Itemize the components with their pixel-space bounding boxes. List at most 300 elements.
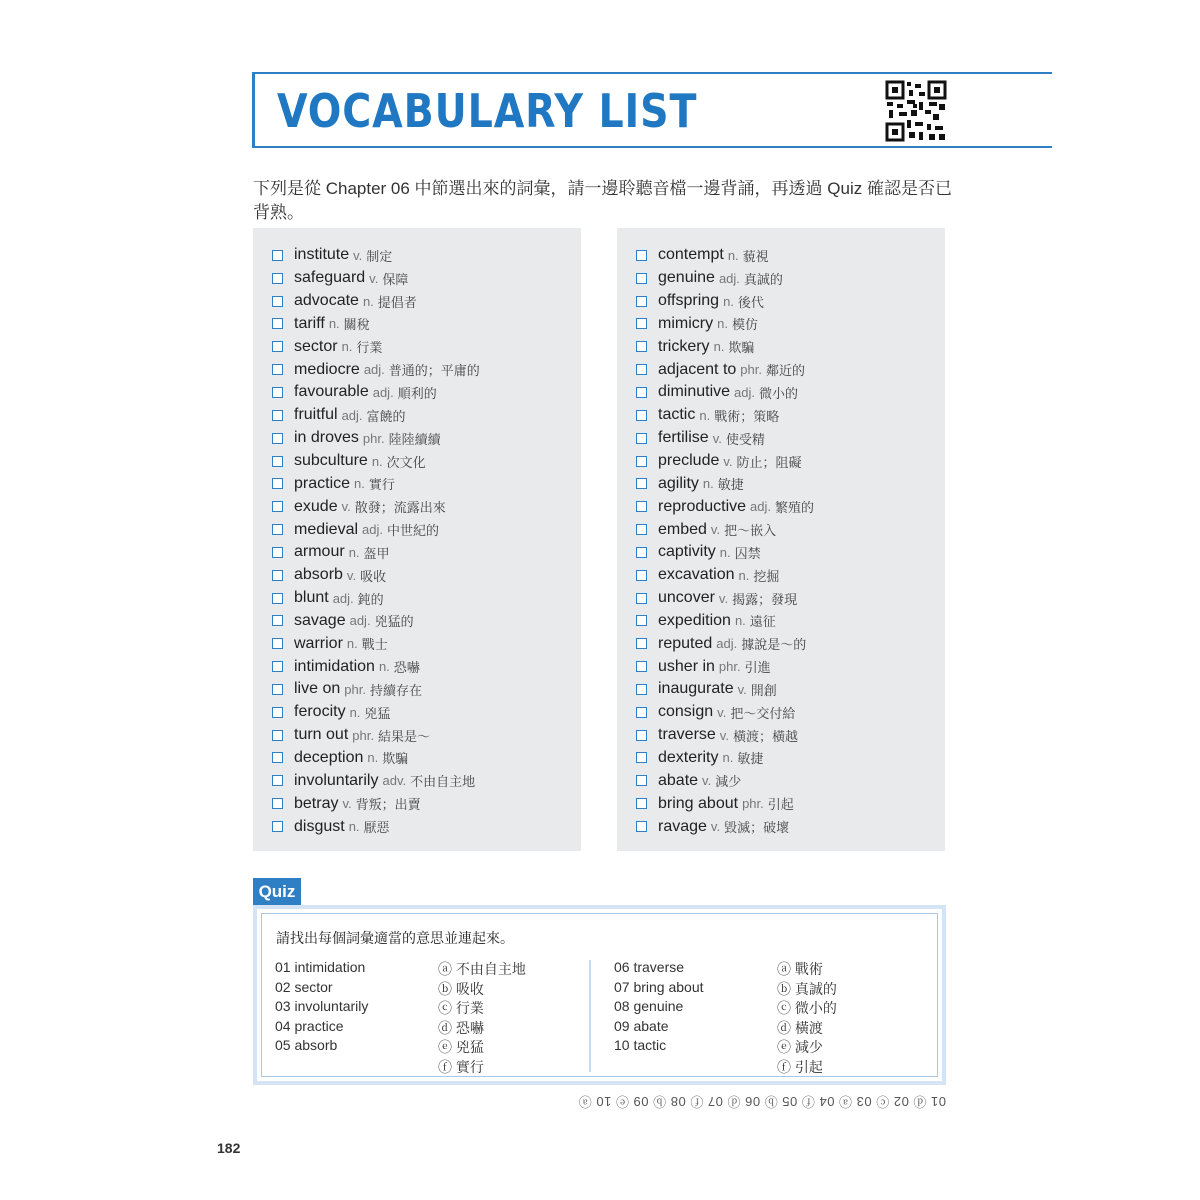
vocab-meaning: 真誠的 — [743, 271, 783, 287]
vocab-word: intimidation — [294, 657, 375, 675]
quiz-word: 02 sector — [275, 978, 333, 995]
vocab-item — [636, 769, 814, 792]
vocab-word: tariff — [294, 314, 325, 332]
quiz-box — [253, 905, 946, 1085]
vocab-word: captivity — [658, 543, 716, 561]
vocab-word: sector — [294, 337, 338, 355]
vocab-pos: v. — [737, 681, 747, 697]
checkbox-icon[interactable] — [272, 273, 283, 284]
vocab-meaning: 微小的 — [759, 385, 799, 401]
vocab-pos: phr. — [718, 659, 741, 675]
quiz-word: 09 abate — [614, 1017, 669, 1034]
vocab-pos: n. — [727, 247, 739, 263]
vocab-word: savage — [294, 611, 346, 629]
vocab-item — [272, 290, 480, 313]
checkbox-icon[interactable] — [636, 410, 647, 421]
vocab-item — [272, 313, 480, 336]
checkbox-icon[interactable] — [636, 638, 647, 649]
vocab-item — [272, 335, 480, 358]
quiz-right-options — [777, 959, 837, 1077]
checkbox-icon[interactable] — [272, 752, 283, 763]
vocab-pos: adj. — [363, 362, 385, 378]
vocab-meaning: 繁殖的 — [775, 500, 815, 516]
vocab-word: expedition — [658, 611, 731, 629]
checkbox-icon[interactable] — [272, 547, 283, 558]
checkbox-icon[interactable] — [272, 615, 283, 626]
vocab-meaning: 毀滅；破壞 — [724, 820, 790, 836]
quiz-right-words — [614, 959, 704, 1057]
checkbox-icon[interactable] — [272, 593, 283, 604]
checkbox-icon[interactable] — [636, 821, 647, 832]
vocab-item — [636, 632, 814, 655]
vocab-pos: n. — [341, 339, 353, 355]
vocab-item — [636, 747, 814, 770]
vocab-item — [272, 381, 480, 404]
vocab-word: turn out — [294, 726, 349, 744]
vocab-word: adjacent to — [658, 360, 737, 378]
checkbox-icon[interactable] — [636, 661, 647, 672]
quiz-option: ⓑ 真誠的 — [777, 980, 837, 997]
checkbox-icon[interactable] — [636, 615, 647, 626]
vocab-word: betray — [294, 794, 339, 812]
vocab-item — [272, 472, 480, 495]
checkbox-icon[interactable] — [636, 593, 647, 604]
vocab-meaning: 保障 — [382, 271, 409, 287]
vocab-pos: n. — [717, 316, 728, 332]
vocab-meaning: 把～嵌入 — [724, 523, 777, 539]
vocab-meaning: 厭惡 — [363, 820, 390, 836]
checkbox-icon[interactable] — [636, 775, 647, 786]
checkbox-icon[interactable] — [272, 684, 283, 695]
vocab-meaning: 關稅 — [343, 317, 370, 333]
vocab-pos: adj. — [750, 499, 772, 515]
vocab-pos: n. — [699, 407, 711, 423]
vocab-pos: n. — [367, 750, 379, 766]
vocab-item — [636, 427, 814, 450]
checkbox-icon[interactable] — [272, 387, 283, 398]
vocab-meaning: 背叛；出賣 — [355, 797, 421, 813]
vocab-item — [636, 701, 814, 724]
vocab-pos: n. — [348, 544, 360, 560]
checkbox-icon[interactable] — [272, 456, 283, 467]
answer-key: 01 ⓓ 02 ⓒ 03 ⓐ 04 ⓕ 05 ⓑ 06 ⓓ 07 ⓕ 08 ⓑ 09 ⓔ 10 ⓐ — [578, 1094, 946, 1109]
vocab-pos: v. — [718, 590, 729, 606]
vocab-item — [636, 267, 814, 290]
vocab-item — [272, 244, 480, 267]
checkbox-icon[interactable] — [272, 318, 283, 329]
vocab-item — [272, 610, 480, 633]
quiz-word: 10 tactic — [614, 1037, 667, 1054]
vocab-meaning: 順利的 — [397, 385, 437, 401]
checkbox-icon[interactable] — [272, 730, 283, 741]
vocab-word: reproductive — [658, 497, 747, 515]
vocab-item — [636, 290, 814, 313]
vocab-pos: v. — [712, 430, 722, 446]
checkbox-icon[interactable] — [636, 296, 647, 307]
vocab-meaning: 遠征 — [749, 614, 776, 630]
vocab-item — [272, 701, 480, 724]
vocab-pos: v. — [369, 270, 379, 286]
vocab-word: armour — [294, 543, 345, 561]
vocab-meaning: 防止；阻礙 — [736, 454, 802, 470]
vocab-pos: v. — [723, 453, 733, 469]
vocab-item — [636, 404, 814, 427]
vocab-word: uncover — [658, 589, 715, 607]
vocab-item — [272, 541, 480, 564]
vocab-item — [636, 358, 814, 381]
checkbox-icon[interactable] — [636, 798, 647, 809]
vocab-item — [636, 610, 814, 633]
vocab-pos: phr. — [740, 362, 762, 378]
quiz-option: ⓓ 橫渡 — [777, 1019, 823, 1036]
checkbox-icon[interactable] — [636, 752, 647, 763]
vocab-word: warrior — [294, 634, 343, 652]
quiz-option: ⓔ 兇猛 — [438, 1039, 484, 1056]
checkbox-icon[interactable] — [272, 478, 283, 489]
quiz-instruction: 請找出每個詞彙適當的意思並連起來。 — [276, 930, 514, 946]
vocab-pos: v. — [341, 499, 351, 515]
vocab-meaning: 盔甲 — [363, 545, 390, 561]
vocab-pos: v. — [710, 819, 721, 835]
checkbox-icon[interactable] — [272, 364, 283, 375]
quiz-option: ⓕ 引起 — [777, 1058, 823, 1075]
vocab-pos: adj. — [718, 270, 740, 286]
vocab-word: mediocre — [294, 360, 360, 378]
quiz-inner — [261, 913, 938, 1077]
vocab-word: trickery — [658, 337, 710, 355]
vocab-word: usher in — [658, 657, 715, 675]
vocab-item — [272, 358, 480, 381]
checkbox-icon[interactable] — [636, 273, 647, 284]
vocab-pos: v. — [702, 773, 712, 789]
vocab-word: medieval — [294, 520, 359, 538]
vocab-word: favourable — [294, 383, 369, 401]
vocab-meaning: 實行 — [368, 477, 395, 493]
vocab-pos: n. — [354, 476, 365, 492]
page-number: 182 — [217, 1140, 241, 1156]
vocab-pos: n. — [348, 819, 360, 835]
quiz-word: 03 involuntarily — [275, 998, 369, 1015]
vocab-item — [272, 564, 480, 587]
vocab-item — [272, 815, 480, 838]
vocab-word: consign — [658, 703, 714, 721]
vocab-meaning: 普通的；平庸的 — [388, 363, 480, 379]
vocab-pos: n. — [713, 339, 725, 355]
vocab-meaning: 據說是～的 — [741, 637, 807, 653]
vocab-pos: n. — [328, 316, 340, 332]
vocab-item — [272, 267, 480, 290]
vocab-pos: adj. — [362, 522, 383, 538]
quiz-option: ⓓ 恐嚇 — [438, 1019, 484, 1036]
vocab-meaning: 陸陸續續 — [388, 431, 441, 447]
vocab-meaning: 恐嚇 — [393, 660, 420, 676]
vocab-pos: n. — [738, 567, 750, 583]
vocab-meaning: 橫渡；橫越 — [732, 728, 798, 744]
checkbox-icon[interactable] — [272, 638, 283, 649]
vocab-item — [636, 472, 814, 495]
quiz-word: 01 intimidation — [275, 959, 366, 975]
page-title: VOCABULARY LIST — [277, 84, 698, 138]
vocab-meaning: 兇猛 — [364, 705, 391, 721]
vocab-meaning: 鈍的 — [357, 591, 384, 607]
checkbox-icon[interactable] — [636, 456, 647, 467]
quiz-left-words — [275, 959, 368, 1057]
quiz-option: ⓒ 行業 — [438, 1000, 484, 1017]
vocab-word: embed — [658, 520, 707, 538]
vocab-meaning: 開創 — [750, 682, 777, 698]
vocab-pos: n. — [722, 750, 734, 766]
vocab-pos: adj. — [734, 384, 755, 400]
vocab-word: tactic — [658, 406, 696, 424]
checkbox-icon[interactable] — [272, 250, 283, 261]
vocab-meaning: 吸收 — [360, 568, 387, 584]
vocab-word: traverse — [658, 726, 716, 744]
vocab-item — [636, 541, 814, 564]
vocab-pos: v. — [353, 247, 363, 263]
vocab-item — [636, 815, 814, 838]
vocab-meaning: 鄰近的 — [765, 363, 805, 379]
vocab-word: fruitful — [294, 406, 338, 424]
vocab-meaning: 行業 — [356, 340, 383, 356]
quiz-option: ⓑ 吸收 — [438, 980, 484, 997]
vocab-meaning: 制定 — [366, 248, 393, 264]
vocab-item — [272, 587, 480, 610]
quiz-word: 04 practice — [275, 1017, 344, 1034]
vocab-pos: n. — [362, 293, 374, 309]
vocab-meaning: 挖掘 — [753, 568, 780, 584]
quiz-word: 05 absorb — [275, 1037, 338, 1054]
vocab-meaning: 後代 — [737, 294, 764, 310]
vocab-item — [272, 769, 480, 792]
vocab-pos: n. — [723, 293, 734, 309]
checkbox-icon[interactable] — [272, 661, 283, 672]
vocab-pos: n. — [734, 613, 746, 629]
vocab-word: offspring — [658, 292, 720, 310]
vocab-item — [272, 632, 480, 655]
vocab-pos: n. — [702, 476, 714, 492]
vocab-word: live on — [294, 680, 341, 698]
vocab-pos: n. — [349, 704, 361, 720]
vocab-pos: adj. — [372, 384, 394, 400]
checkbox-icon[interactable] — [272, 707, 283, 718]
vocab-pos: v. — [710, 522, 721, 538]
vocab-word: exude — [294, 497, 338, 515]
vocab-word: institute — [294, 246, 350, 264]
quiz-option: ⓕ 實行 — [438, 1058, 484, 1075]
checkbox-icon[interactable] — [272, 296, 283, 307]
quiz-option: ⓐ 戰術 — [777, 961, 823, 977]
vocab-meaning: 使受精 — [725, 431, 765, 447]
vocab-meaning: 散發；流露出來 — [354, 500, 446, 516]
vocab-meaning: 中世紀的 — [387, 523, 440, 539]
vocab-pos: adj. — [349, 613, 371, 629]
vocab-item — [272, 678, 480, 701]
vocab-word: mimicry — [658, 314, 714, 332]
vocab-item — [636, 724, 814, 747]
checkbox-icon[interactable] — [636, 341, 647, 352]
quiz-divider — [589, 960, 591, 1072]
vocab-meaning: 欺騙 — [382, 751, 409, 767]
vocab-item — [636, 335, 814, 358]
vocab-pos: phr. — [362, 430, 385, 446]
vocab-word: safeguard — [294, 269, 366, 287]
checkbox-icon[interactable] — [636, 478, 647, 489]
vocab-meaning: 引進 — [744, 660, 771, 676]
vocab-pos: adj. — [332, 590, 354, 606]
quiz-tab: Quiz — [253, 878, 301, 906]
checkbox-icon[interactable] — [636, 387, 647, 398]
checkbox-icon[interactable] — [636, 707, 647, 718]
quiz-word: 06 traverse — [614, 959, 685, 975]
vocab-pos: n. — [346, 636, 358, 652]
vocab-item — [636, 495, 814, 518]
vocab-meaning: 戰術；策略 — [714, 408, 780, 424]
vocab-item — [272, 404, 480, 427]
vocab-meaning: 不由自主地 — [410, 774, 476, 790]
vocab-pos: adj. — [341, 407, 363, 423]
checkbox-icon[interactable] — [636, 570, 647, 581]
vocab-word: fertilise — [658, 429, 709, 447]
vocab-pos: v. — [346, 567, 357, 583]
vocab-meaning: 富饒的 — [366, 408, 406, 424]
vocab-word: absorb — [294, 566, 343, 584]
vocab-item — [272, 518, 480, 541]
quiz-left-options — [438, 959, 526, 1077]
vocab-word: disgust — [294, 817, 345, 835]
checkbox-icon[interactable] — [272, 821, 283, 832]
vocab-item — [636, 450, 814, 473]
vocab-item — [636, 313, 814, 336]
vocab-meaning: 引起 — [767, 797, 794, 813]
checkbox-icon[interactable] — [636, 730, 647, 741]
vocab-pos: phr. — [352, 727, 374, 743]
vocab-item — [272, 655, 480, 678]
checkbox-icon[interactable] — [636, 684, 647, 695]
vocab-word: inaugurate — [658, 680, 734, 698]
checkbox-icon[interactable] — [272, 501, 283, 512]
vocab-item — [272, 724, 480, 747]
vocab-meaning: 減少 — [715, 774, 742, 790]
checkbox-icon[interactable] — [636, 524, 647, 535]
checkbox-icon[interactable] — [636, 501, 647, 512]
vocab-word: dexterity — [658, 748, 719, 766]
checkbox-icon[interactable] — [636, 250, 647, 261]
vocab-meaning: 敏捷 — [737, 751, 764, 767]
vocab-word: abate — [658, 771, 699, 789]
checkbox-icon[interactable] — [272, 775, 283, 786]
vocab-word: in droves — [294, 429, 359, 447]
vocab-meaning: 欺騙 — [728, 340, 755, 356]
vocab-item — [636, 244, 814, 267]
vocab-word: diminutive — [658, 383, 731, 401]
vocab-pos: n. — [371, 453, 383, 469]
vocab-item — [636, 564, 814, 587]
vocab-meaning: 持續存在 — [369, 682, 422, 698]
vocab-pos: n. — [719, 544, 731, 560]
vocab-pos: v. — [342, 796, 352, 812]
vocab-meaning: 戰士 — [361, 637, 388, 653]
checkbox-icon[interactable] — [636, 547, 647, 558]
vocab-meaning: 兇猛的 — [374, 614, 414, 630]
quiz-option: ⓐ 不由自主地 — [438, 961, 526, 977]
vocab-word: agility — [658, 474, 699, 492]
checkbox-icon[interactable] — [272, 410, 283, 421]
vocab-pos: phr. — [344, 681, 366, 697]
vocab-pos: v. — [717, 704, 727, 720]
vocab-word: subculture — [294, 452, 368, 470]
vocab-word: practice — [294, 474, 351, 492]
checkbox-icon[interactable] — [636, 364, 647, 375]
vocab-word: blunt — [294, 589, 329, 607]
vocab-word: advocate — [294, 292, 359, 310]
vocab-meaning: 把～交付給 — [730, 705, 796, 721]
quiz-option: ⓔ 減少 — [777, 1039, 823, 1056]
vocab-meaning: 結果是～ — [377, 728, 430, 744]
vocab-pos: phr. — [742, 796, 764, 812]
vocab-item — [272, 747, 480, 770]
vocab-pos: adv. — [382, 773, 407, 789]
checkbox-icon[interactable] — [272, 341, 283, 352]
vocab-meaning: 敏捷 — [717, 477, 744, 493]
quiz-option: ⓒ 微小的 — [777, 1000, 837, 1017]
vocab-item — [272, 450, 480, 473]
vocab-word: deception — [294, 748, 364, 766]
vocab-word: ferocity — [294, 703, 346, 721]
quiz-word: 08 genuine — [614, 998, 684, 1015]
vocab-meaning: 囚禁 — [734, 545, 761, 561]
vocab-word: contempt — [658, 246, 724, 264]
quiz-word: 07 bring about — [614, 978, 704, 995]
vocab-word: involuntarily — [294, 771, 379, 789]
vocab-meaning: 揭露；發現 — [732, 591, 798, 607]
header-box — [252, 72, 1052, 148]
checkbox-icon[interactable] — [636, 318, 647, 329]
vocab-word: genuine — [658, 269, 715, 287]
vocab-word: preclude — [658, 452, 720, 470]
vocab-item — [636, 587, 814, 610]
vocab-word: excavation — [658, 566, 735, 584]
intro-text: 下列是從 Chapter 06 中節選出來的詞彙，請一邊聆聽音檔一邊背誦，再透過 Quiz 確認是否已背熟。 — [253, 179, 952, 222]
vocab-pos: n. — [378, 659, 390, 675]
vocab-word: ravage — [658, 817, 707, 835]
vocab-pos: adj. — [716, 636, 738, 652]
vocab-meaning: 提倡者 — [377, 294, 417, 310]
vocab-meaning: 次文化 — [386, 454, 426, 470]
vocab-item — [636, 792, 814, 815]
vocab-pos: v. — [719, 727, 729, 743]
vocab-panel-left — [253, 228, 581, 851]
qr-code-icon[interactable] — [885, 80, 947, 142]
checkbox-icon[interactable] — [272, 798, 283, 809]
checkbox-icon[interactable] — [272, 570, 283, 581]
vocab-meaning: 模仿 — [731, 317, 758, 333]
vocab-item — [636, 655, 814, 678]
vocab-list-right — [636, 244, 814, 838]
checkbox-icon[interactable] — [272, 524, 283, 535]
vocab-item — [636, 381, 814, 404]
vocab-item — [272, 792, 480, 815]
checkbox-icon[interactable] — [636, 433, 647, 444]
vocab-word: reputed — [658, 634, 713, 652]
vocab-item — [636, 678, 814, 701]
vocab-list-left — [272, 244, 480, 838]
vocab-meaning: 藐視 — [742, 248, 769, 264]
vocab-word: bring about — [658, 794, 739, 812]
checkbox-icon[interactable] — [272, 433, 283, 444]
vocab-item — [272, 495, 480, 518]
vocab-item — [636, 518, 814, 541]
vocab-item — [272, 427, 480, 450]
